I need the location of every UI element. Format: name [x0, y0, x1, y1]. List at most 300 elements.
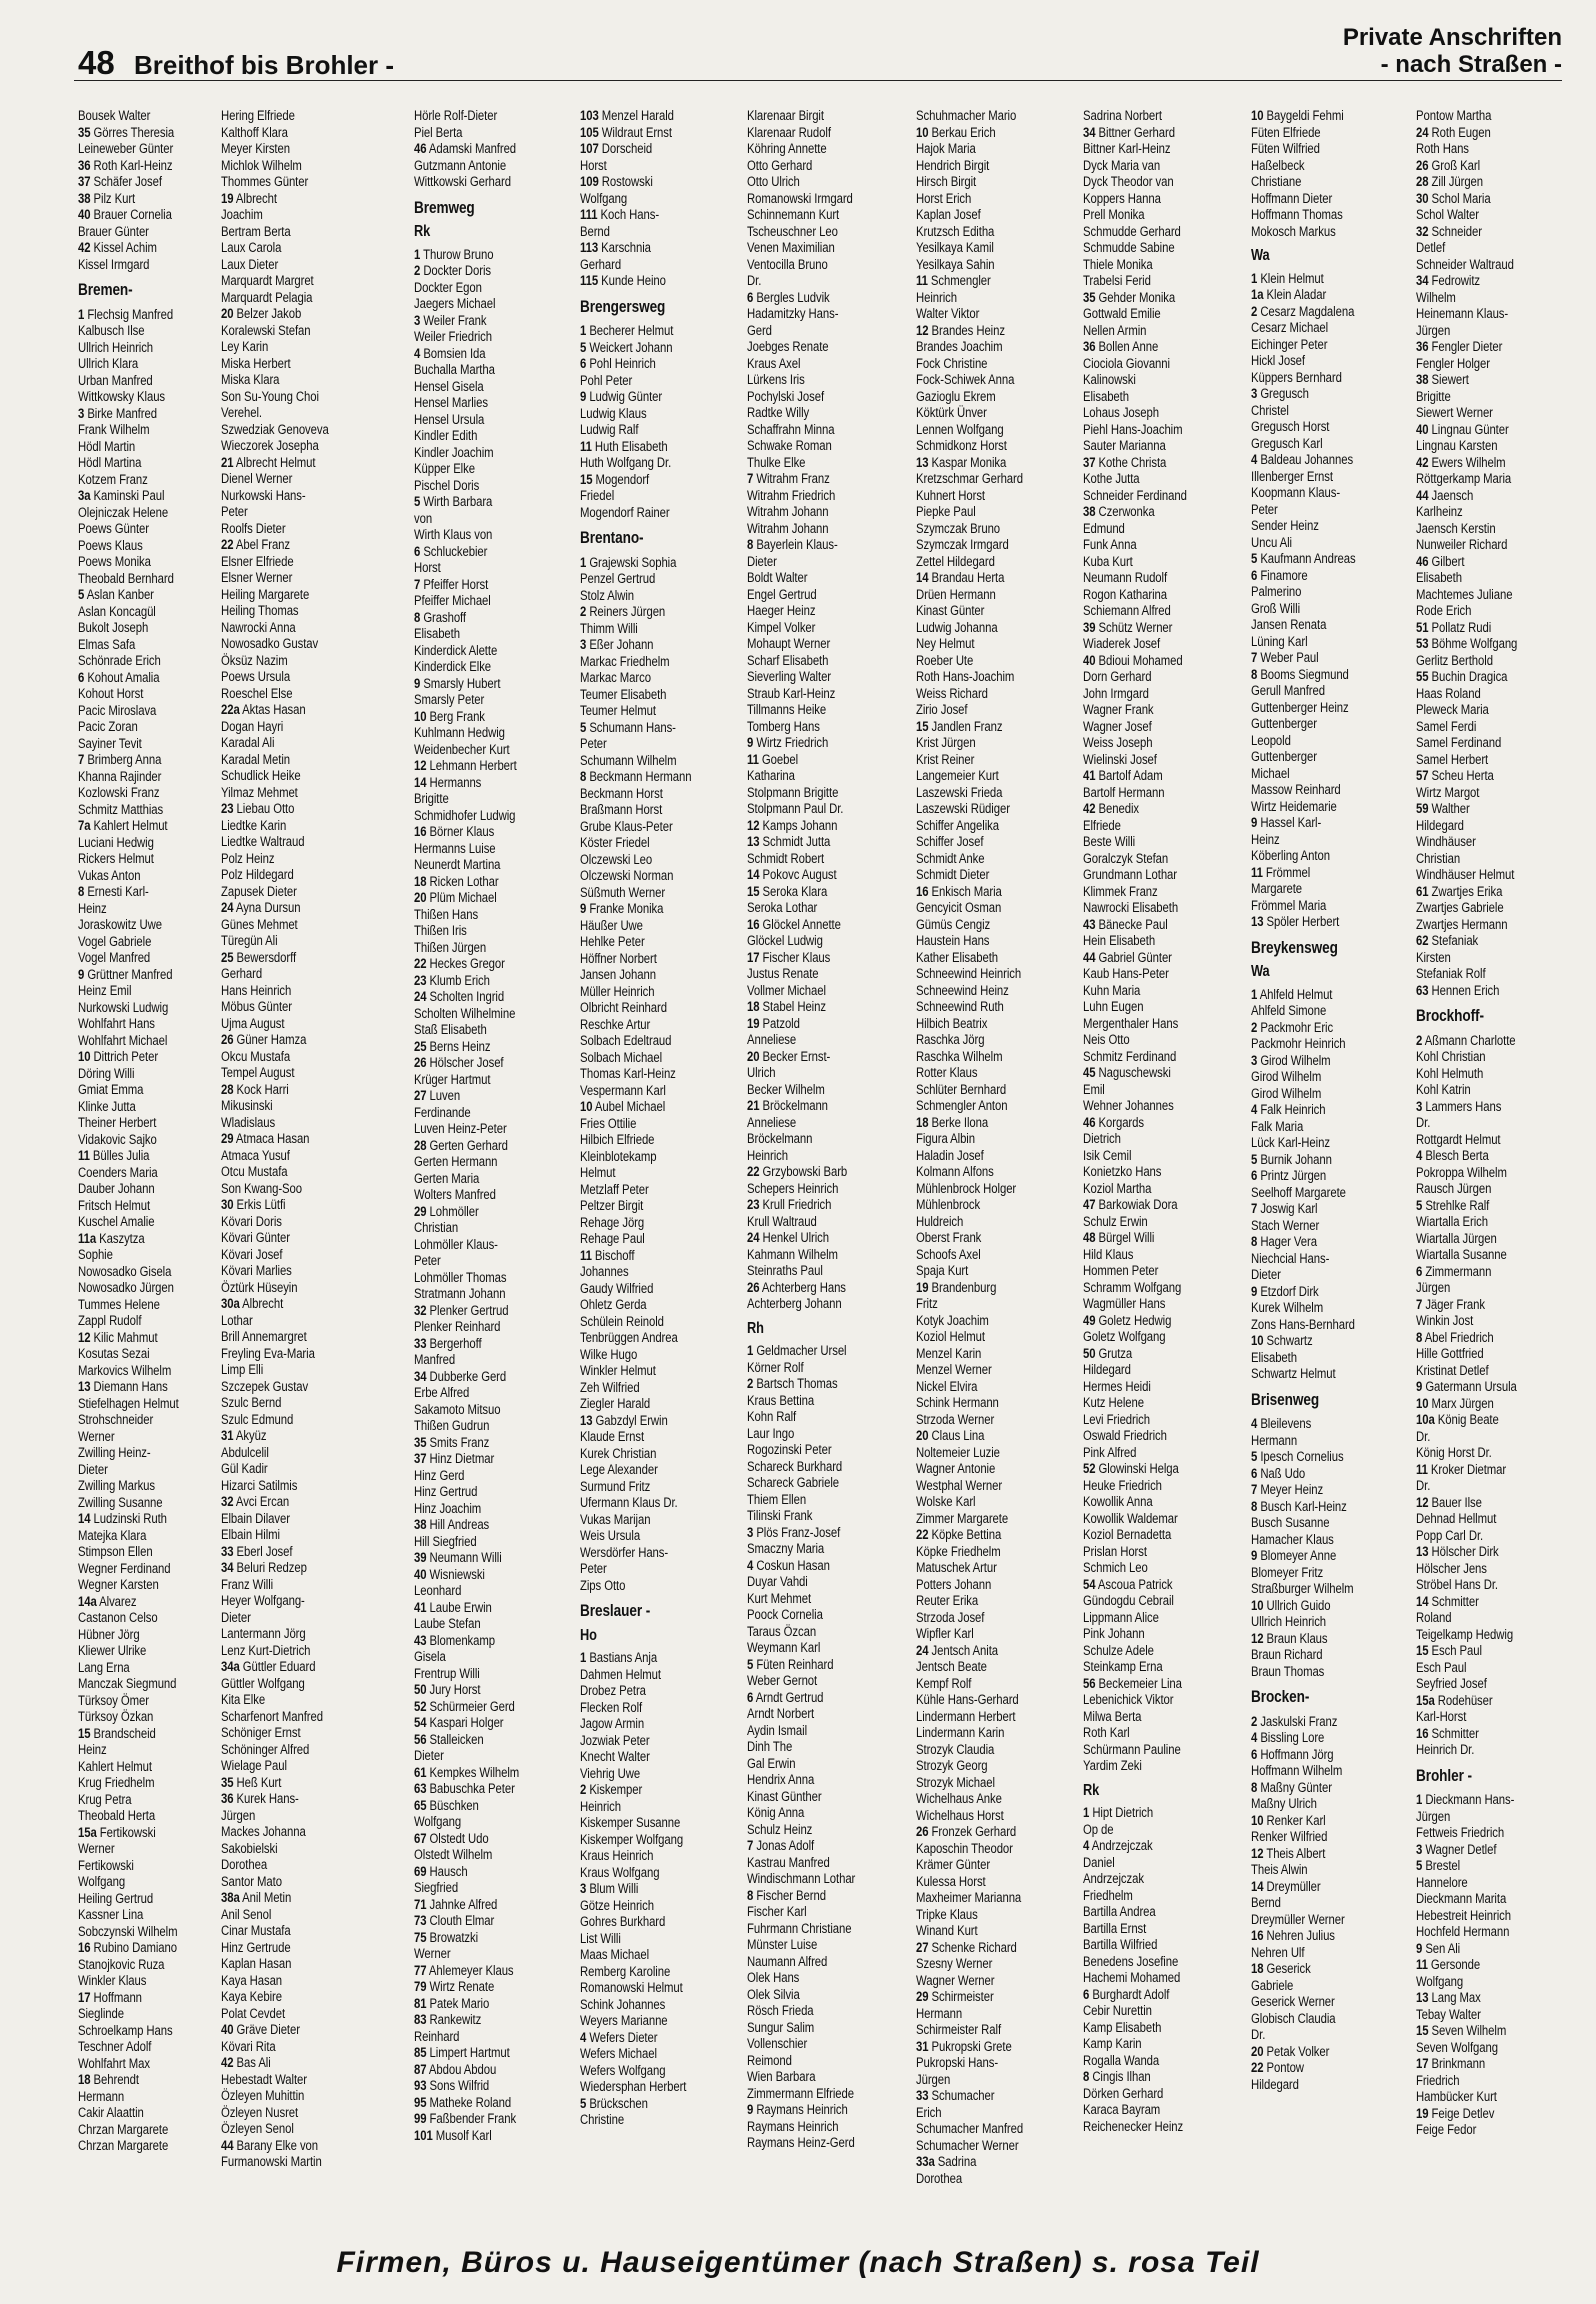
resident-name: Dörken Gerhard — [1083, 2085, 1164, 2102]
directory-entry — [916, 570, 1034, 587]
resident-name: Lingnau Günter — [1431, 421, 1509, 438]
resident-name: Flecken Rolf — [580, 1699, 643, 1716]
directory-entry — [1416, 125, 1534, 142]
resident-name: Rogalla Wanda — [1083, 2052, 1160, 2069]
resident-name: Schneider — [1431, 223, 1482, 240]
house-number: 35 — [414, 1434, 427, 1451]
resident-name: Wefers Dieter — [589, 2029, 658, 2046]
directory-entry — [221, 785, 339, 802]
directory-entry — [1416, 537, 1534, 554]
directory-entry — [1251, 1581, 1369, 1598]
resident-name: Busch Susanne — [1251, 1515, 1330, 1531]
resident-name: Kinderdick Elke — [414, 659, 492, 675]
directory-entry — [580, 240, 698, 257]
directory-entry — [1251, 1003, 1369, 1020]
directory-entry — [1416, 1445, 1534, 1462]
directory-entry — [414, 2111, 532, 2128]
house-number: 20 — [747, 1048, 760, 1065]
directory-entry — [78, 670, 196, 687]
directory-entry — [1251, 1152, 1369, 1169]
resident-name: Kaufmann Andreas — [1260, 551, 1356, 567]
directory-entry — [1083, 1412, 1201, 1429]
resident-name: Hadamitzky Hans- — [747, 306, 839, 322]
directory-entry — [1083, 1692, 1201, 1709]
resident-name: Abel Franz — [235, 537, 291, 553]
directory-entry — [747, 636, 865, 653]
directory-entry — [580, 356, 698, 373]
resident-name: Hinz Gerd — [414, 1467, 465, 1484]
directory-entry — [1251, 158, 1369, 175]
resident-name: Hebestreit Heinrich — [1416, 1907, 1511, 1924]
directory-entry — [414, 824, 532, 841]
resident-name: Maßny Günter — [1260, 1779, 1332, 1796]
directory-entry — [1416, 1412, 1534, 1429]
resident-name: Rogozinski Peter — [747, 1442, 832, 1458]
directory-entry — [414, 108, 532, 125]
resident-name: Knecht Walter — [580, 1749, 650, 1765]
directory-entry — [1251, 1747, 1369, 1764]
resident-name: Schmidhofer Ludwig — [414, 807, 516, 824]
house-number: 7 — [414, 576, 421, 593]
resident-name: Rottgardt Helmut — [1416, 1131, 1501, 1148]
directory-entry — [78, 406, 196, 423]
resident-name: Kroker Dietmar — [1430, 1461, 1507, 1478]
resident-name: Luciani Hedwig — [78, 834, 154, 851]
resident-name: Hoffmann Jörg — [1260, 1746, 1334, 1763]
directory-entry — [1416, 1908, 1534, 1925]
resident-name: Ley Karin — [221, 339, 269, 355]
house-number: 79 — [414, 1979, 427, 1995]
resident-name: Zons Hans-Bernhard — [1251, 1316, 1355, 1333]
directory-entry — [414, 1930, 532, 1947]
resident-name: Christian — [414, 1220, 459, 1236]
directory-entry — [916, 1131, 1034, 1148]
directory-entry — [747, 356, 865, 373]
house-number: 6 — [747, 289, 754, 306]
directory-entry — [580, 654, 698, 671]
resident-name: Czerwonka — [1098, 504, 1155, 520]
resident-name: Schareck Burkhard — [747, 1458, 843, 1475]
resident-name: Ullrich Klara — [78, 356, 139, 372]
resident-name: Gerten Maria — [414, 1170, 480, 1187]
house-number: 6 — [78, 669, 85, 686]
directory-entry — [221, 1049, 339, 1066]
house-number: 10 — [1251, 108, 1264, 124]
resident-name: Thommes Günter — [221, 174, 309, 190]
directory-entry — [414, 1006, 532, 1023]
resident-name: Berke Ilona — [931, 1114, 989, 1131]
directory-entry — [580, 1749, 698, 1766]
house-number: 3 — [1251, 1052, 1258, 1069]
resident-name: Jonas Adolf — [756, 1838, 815, 1854]
resident-name: Hinz Dietmar — [429, 1451, 495, 1467]
resident-name: Renker Wilfried — [1251, 1829, 1328, 1845]
resident-name: Akyüz — [235, 1428, 267, 1444]
resident-name: Polz Heinz — [221, 850, 275, 867]
house-number: 1 — [580, 554, 587, 571]
house-number: 9 — [747, 2102, 754, 2118]
resident-name: Küpper Elke — [414, 461, 475, 477]
directory-entry — [1251, 1598, 1369, 1615]
resident-name: Pink Johann — [1083, 1626, 1145, 1642]
directory-entry — [580, 1165, 698, 1182]
directory-entry — [221, 735, 339, 752]
directory-entry — [1251, 568, 1369, 585]
resident-name: Wefers Wolfgang — [580, 2062, 666, 2079]
directory-entry — [580, 571, 698, 588]
directory-entry — [1083, 2086, 1201, 2103]
directory-entry — [580, 158, 698, 175]
resident-name: Kinderdick Alette — [414, 642, 498, 659]
directory-entry — [916, 603, 1034, 620]
house-number: 10 — [1251, 1597, 1264, 1614]
resident-name: Kahmann Wilhelm — [747, 1246, 838, 1263]
house-number: 19 — [1416, 2105, 1429, 2122]
resident-name: Zirio Josef — [916, 702, 968, 718]
directory-entry — [1251, 1300, 1369, 1317]
resident-name: Laube Erwin — [429, 1599, 492, 1616]
directory-entry — [78, 1247, 196, 1264]
resident-name: Schirmeister — [931, 1989, 994, 2005]
resident-name: Kurt Mehmet — [747, 1590, 812, 1607]
resident-name: Wagner Frank — [1083, 702, 1154, 718]
resident-name: Pacic Zoran — [78, 719, 138, 735]
resident-name: Andrzejczak — [1091, 1838, 1153, 1854]
directory-entry — [1251, 1961, 1369, 1978]
directory-entry — [916, 2022, 1034, 2039]
resident-name: Anil Metin — [242, 1890, 292, 1906]
house-number: 65 — [414, 1797, 427, 1814]
directory-entry — [580, 1495, 698, 1512]
resident-name: Gül Kadir — [221, 1461, 268, 1477]
resident-name: Kiskemper Susanne — [580, 1815, 681, 1831]
resident-name: Dahmen Helmut — [580, 1666, 661, 1683]
directory-entry — [221, 620, 339, 637]
resident-name: Brandenburg — [931, 1279, 997, 1296]
directory-entry — [1083, 1527, 1201, 1544]
house-number: 4 — [1416, 1148, 1423, 1164]
resident-name: Jürgen — [1416, 322, 1451, 339]
directory-entry — [221, 1461, 339, 1478]
directory-entry — [747, 1296, 865, 1313]
resident-name: Hommen Peter — [1083, 1263, 1159, 1279]
directory-entry — [580, 1997, 698, 2014]
directory-entry — [747, 884, 865, 901]
resident-name: Görres Theresia — [93, 124, 175, 141]
house-number: 12 — [916, 322, 929, 339]
house-number: 16 — [916, 883, 929, 900]
resident-name: Bittner Karl-Heinz — [1083, 141, 1171, 157]
directory-entry — [78, 1313, 196, 1330]
resident-name: Reiners Jürgen — [589, 604, 666, 620]
directory-entry — [1416, 801, 1534, 818]
directory-entry — [1416, 422, 1534, 439]
directory-entry — [916, 867, 1034, 884]
resident-name: Lohaus Joseph — [1083, 405, 1159, 421]
house-number: 32 — [221, 1494, 234, 1510]
directory-entry — [1083, 521, 1201, 538]
column-8 — [1251, 108, 1369, 2093]
house-number: 21 — [747, 1098, 760, 1114]
directory-entry — [1251, 502, 1369, 519]
resident-name: Fischer Karl — [747, 1904, 807, 1920]
directory-entry — [580, 1545, 698, 1562]
resident-name: Maas Michael — [580, 1947, 650, 1963]
resident-name: Zwilling Markus — [78, 1478, 156, 1494]
house-number: 46 — [1416, 553, 1429, 570]
resident-name: Kövari Josef — [221, 1246, 283, 1263]
resident-name: Gisela — [414, 1649, 446, 1665]
house-number: 81 — [414, 1995, 427, 2012]
resident-name: Esch Paul — [1416, 1659, 1467, 1676]
directory-entry — [1416, 1264, 1534, 1281]
house-number: 10 — [1251, 1812, 1264, 1829]
house-number: 9 — [1416, 1379, 1423, 1395]
directory-entry — [78, 1759, 196, 1776]
resident-name: Koppers Hanna — [1083, 190, 1161, 207]
resident-name: Jansen Renata — [1251, 617, 1327, 633]
resident-name: Claus Lina — [931, 1428, 985, 1444]
directory-entry — [1251, 1449, 1369, 1466]
resident-name: Lohmöller — [429, 1203, 479, 1220]
resident-name: Globisch Claudia — [1251, 2010, 1336, 2027]
house-number: 20 — [221, 306, 234, 322]
directory-entry — [1251, 881, 1369, 898]
resident-name: Karl-Horst — [1416, 1709, 1467, 1725]
house-number: 14 — [916, 570, 929, 586]
resident-name: Gabzdyl Erwin — [595, 1412, 668, 1429]
resident-name: Lippmann Alice — [1083, 1609, 1159, 1626]
directory-entry — [414, 1187, 532, 1204]
directory-entry — [414, 247, 532, 264]
directory-entry — [414, 709, 532, 726]
resident-name: Lürkens Iris — [747, 372, 805, 388]
resident-name: Tscheuschner Leo — [747, 223, 838, 240]
street-heading: Bremweg — [414, 197, 475, 217]
directory-entry — [747, 1098, 865, 1115]
resident-name: Ludwig Johanna — [916, 619, 998, 636]
resident-name: Hölscher Dirk — [1431, 1544, 1499, 1560]
resident-name: Ludwig Klaus — [580, 405, 647, 422]
directory-entry — [221, 2055, 339, 2072]
resident-name: Matuschek Artur — [916, 1560, 997, 1576]
resident-name: Schaffrahn Minna — [747, 421, 835, 438]
directory-entry — [414, 1682, 532, 1699]
directory-entry — [1083, 983, 1201, 1000]
resident-name: Cesarz Magdalena — [1260, 303, 1355, 320]
directory-entry — [221, 2121, 339, 2138]
resident-name: Schumann Hans- — [589, 719, 676, 736]
house-number: 1 — [1416, 1792, 1423, 1808]
resident-name: Wilke Hugo — [580, 1346, 638, 1363]
house-number: 38a — [221, 1890, 240, 1906]
resident-name: Menzel Harald — [601, 108, 674, 124]
directory-entry — [916, 240, 1034, 257]
resident-name: Trabelsi Ferid — [1083, 273, 1151, 289]
resident-name: Kalthoff Klara — [221, 124, 288, 141]
resident-name: Möbus Günter — [221, 999, 292, 1015]
resident-name: Strozyk Georg — [916, 1758, 988, 1774]
street-heading: Brisenweg — [1251, 1389, 1320, 1409]
directory-entry — [221, 323, 339, 340]
directory-entry — [580, 1667, 698, 1684]
directory-entry — [1083, 1197, 1201, 1214]
resident-name: Krist Reiner — [916, 751, 975, 768]
resident-name: Krug Friedhelm — [78, 1775, 155, 1791]
house-number: 42 — [78, 240, 91, 256]
resident-name: Rösch Frieda — [747, 2003, 814, 2019]
directory-entry — [1083, 323, 1201, 340]
resident-name: Stach Werner — [1251, 1217, 1320, 1234]
directory-entry — [916, 1049, 1034, 1066]
resident-name: Köhring Annette — [747, 141, 827, 157]
resident-name: Goebel — [761, 751, 799, 768]
directory-entry — [414, 791, 532, 808]
resident-name: Grzybowski Barb — [762, 1164, 848, 1180]
directory-entry — [1416, 686, 1534, 703]
resident-name: Schmidt Dieter — [916, 867, 990, 883]
house-number: 33 — [916, 2088, 929, 2104]
resident-name: Detlef — [1416, 240, 1446, 256]
directory-entry — [221, 1214, 339, 1231]
directory-entry — [747, 1197, 865, 1214]
directory-entry — [916, 620, 1034, 637]
directory-entry — [1416, 818, 1534, 835]
house-number: 4 — [1251, 1730, 1258, 1746]
directory-entry — [747, 125, 865, 142]
resident-name: Lenz Kurt-Dietrich — [221, 1642, 311, 1659]
directory-entry — [1416, 587, 1534, 604]
resident-name: Seroka Klara — [762, 883, 828, 900]
resident-name: Plüm Michael — [429, 890, 497, 906]
house-number: 6 — [1251, 1465, 1258, 1482]
directory-entry — [221, 1544, 339, 1561]
directory-entry — [414, 1418, 532, 1435]
house-number: 16 — [414, 824, 427, 840]
resident-name: Dauber Johann — [78, 1181, 155, 1197]
directory-entry — [916, 1676, 1034, 1693]
directory-entry — [747, 1591, 865, 1608]
resident-name: Gabriel Günter — [1098, 949, 1172, 966]
resident-name: Nellen Armin — [1083, 322, 1147, 339]
resident-name: Spöler Herbert — [1266, 914, 1340, 930]
directory-entry — [580, 967, 698, 984]
resident-name: Weidenbecher Kurt — [414, 741, 510, 758]
directory-entry — [580, 1314, 698, 1331]
directory-entry — [1083, 818, 1201, 835]
resident-name: Oberst Frank — [916, 1230, 982, 1246]
resident-name: Büschken — [429, 1797, 479, 1814]
directory-entry — [221, 356, 339, 373]
directory-entry — [1251, 1829, 1369, 1846]
directory-entry — [747, 1723, 865, 1740]
directory-entry — [916, 1527, 1034, 1544]
resident-name: Karschnia — [601, 240, 651, 256]
directory-entry — [1251, 1730, 1369, 1747]
directory-entry — [1416, 488, 1534, 505]
resident-name: Beckmann Horst — [580, 785, 663, 802]
house-number: 4 — [1251, 452, 1258, 468]
resident-name: Kotyk Joachim — [916, 1312, 989, 1329]
directory-entry — [414, 1369, 532, 1386]
resident-name: Wichelhaus Anke — [916, 1791, 1002, 1807]
resident-name: Wirth Klaus von — [414, 527, 493, 543]
house-number: 8 — [1251, 1234, 1258, 1250]
directory-entry — [916, 884, 1034, 901]
directory-entry — [1416, 2122, 1534, 2139]
directory-entry — [747, 1888, 865, 1905]
directory-entry — [1251, 1119, 1369, 1136]
directory-entry — [221, 1379, 339, 1396]
directory-entry — [414, 610, 532, 627]
directory-entry — [221, 1659, 339, 1676]
resident-name: Kaspari Holger — [429, 1715, 504, 1731]
directory-entry — [1416, 900, 1534, 917]
directory-entry — [916, 999, 1034, 1016]
directory-entry — [747, 2053, 865, 2070]
directory-entry — [1083, 1822, 1201, 1839]
directory-entry — [1251, 1614, 1369, 1631]
resident-name: Figura Albin — [916, 1131, 975, 1147]
house-number: 18 — [747, 999, 760, 1015]
resident-name: Szymczak Bruno — [916, 520, 1001, 537]
directory-entry — [78, 1957, 196, 1974]
resident-name: Patek Mario — [429, 1995, 490, 2012]
directory-entry — [1416, 207, 1534, 224]
directory-entry — [747, 933, 865, 950]
directory-entry — [78, 835, 196, 852]
resident-name: Nurkowski Hans- — [221, 487, 306, 504]
directory-entry — [221, 686, 339, 703]
house-number: 6 — [1251, 567, 1258, 584]
resident-name: Rodehüser — [1437, 1692, 1493, 1709]
house-number: 42 — [1416, 454, 1429, 471]
directory-entry — [747, 1657, 865, 1674]
resident-name: Kothe Christa — [1098, 454, 1167, 471]
resident-name: Thimm Willi — [580, 620, 638, 637]
directory-entry — [78, 1099, 196, 1116]
directory-entry — [1251, 815, 1369, 832]
directory-entry — [414, 141, 532, 158]
resident-name: Hipt Dietrich — [1092, 1805, 1154, 1821]
resident-name: Ventocilla Bruno — [747, 256, 828, 273]
resident-name: Grutza — [1098, 1345, 1133, 1362]
directory-entry — [1416, 1099, 1534, 1116]
directory-entry — [580, 1413, 698, 1430]
directory-entry — [1083, 1577, 1201, 1594]
resident-name: Jentsch Beate — [916, 1659, 987, 1675]
directory-entry — [414, 1946, 532, 1963]
directory-entry — [1416, 1660, 1534, 1677]
resident-name: Kahlert Helmut — [93, 818, 168, 834]
directory-entry — [747, 1263, 865, 1280]
directory-entry — [78, 455, 196, 472]
directory-entry — [747, 1624, 865, 1641]
house-number: 36 — [221, 1791, 234, 1807]
directory-entry — [1416, 1280, 1534, 1297]
directory-entry — [78, 1115, 196, 1132]
directory-entry — [414, 379, 532, 396]
resident-name: Faßbender Frank — [429, 2111, 517, 2127]
directory-entry — [747, 1409, 865, 1426]
directory-entry — [747, 323, 865, 340]
directory-entry — [78, 1544, 196, 1561]
house-number: 53 — [1416, 636, 1429, 652]
resident-name: Frömmel — [1265, 864, 1311, 881]
resident-name: Smaczny Maria — [747, 1541, 825, 1557]
directory-entry — [414, 2128, 532, 2145]
resident-name: Gerten Hermann — [414, 1154, 498, 1170]
